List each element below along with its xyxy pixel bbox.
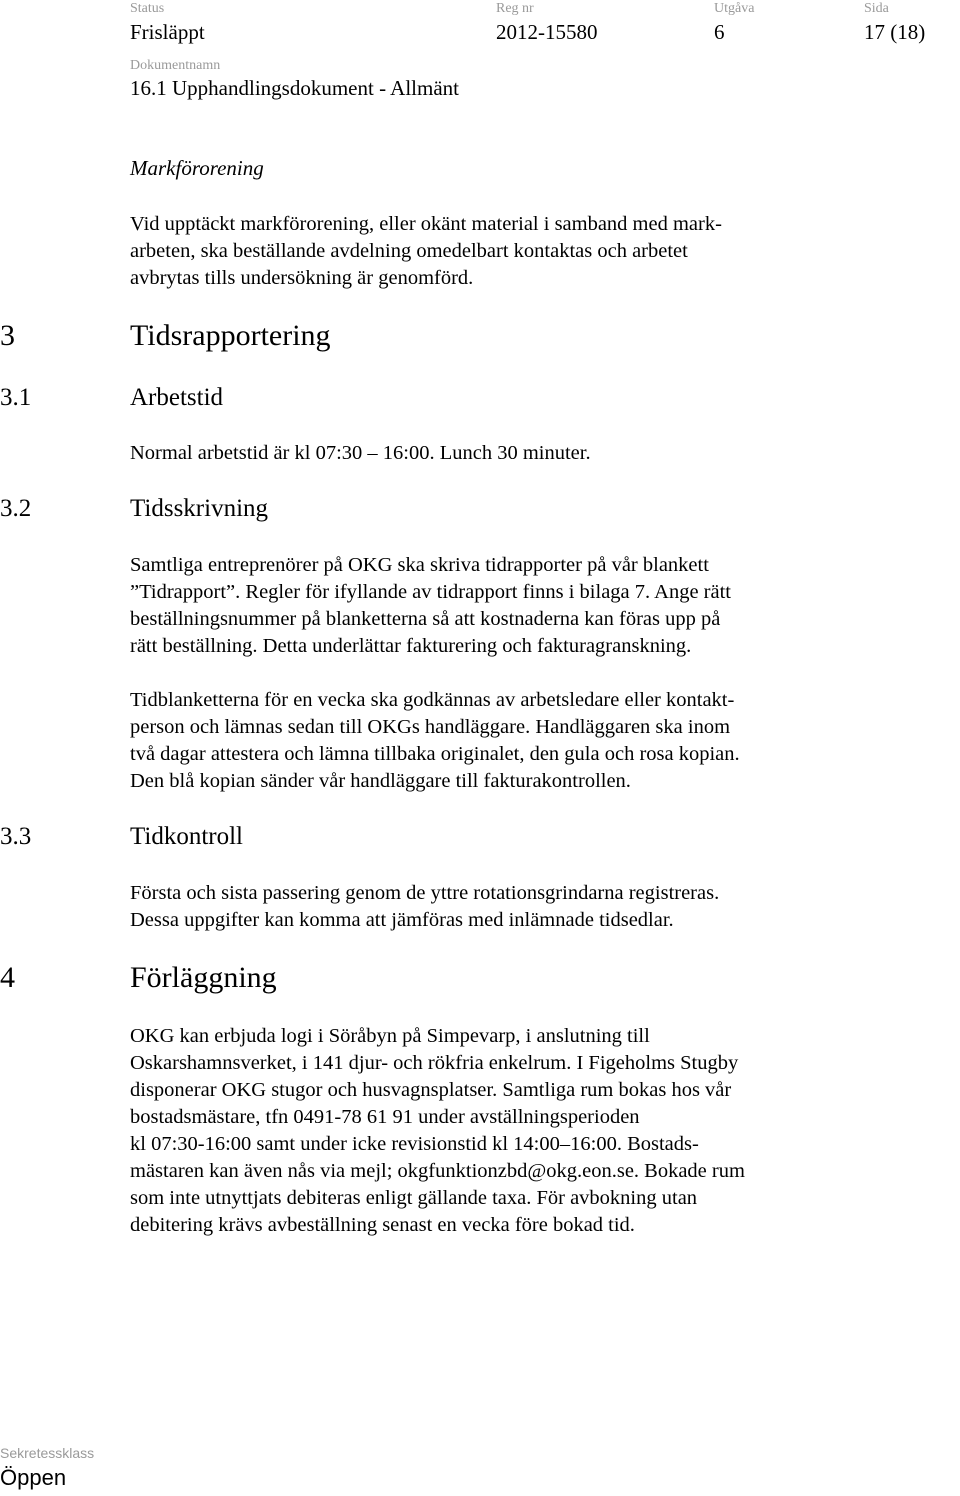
section-number: 3: [0, 319, 15, 352]
text-line: arbeten, ska beställande avdelning omedelbart kontaktas och arbetet: [130, 240, 688, 262]
text-line: disponerar OKG stugor och husvagnsplatser. Samtliga rum bokas hos vår: [130, 1079, 732, 1101]
status-value: Frisläppt: [130, 20, 205, 44]
text-line: debitering krävs avbeställning senast en vecka före bokad tid.: [130, 1214, 635, 1236]
sida-label: Sida: [864, 1, 889, 16]
text-line: OKG kan erbjuda logi i Söråbyn på Simpevarp, i anslutning till: [130, 1025, 650, 1047]
text-line: Tidblanketterna för en vecka ska godkännas av arbetsledare eller kontakt-: [130, 689, 735, 711]
section-number: 3.1: [0, 384, 32, 411]
sekretessklass-value: Öppen: [0, 1465, 67, 1490]
text-line: beställningsnummer på blanketterna så att kostnaderna kan föras upp på: [130, 608, 721, 630]
text-line: Oskarshamnsverket, i 141 djur- och rökfria enkelrum. I Figeholms Stugby: [130, 1052, 739, 1074]
text-line: ”Tidrapport”. Regler för ifyllande av tidrapport finns i bilaga 7. Ange rätt: [130, 581, 731, 603]
tidkontroll-paragraph: [130, 880, 719, 934]
text-line: bostadsmästare, tfn 0491-78 61 91 under avställningsperioden: [130, 1106, 640, 1128]
sekretessklass-label: Sekretessklass: [0, 1445, 95, 1461]
text-line: mästaren kan även nås via mejl; okgfunktionzbd@okg.eon.se. Bokade rum: [130, 1160, 745, 1182]
text-line: rätt beställning. Detta underlättar fakturering och fakturagranskning.: [130, 635, 692, 657]
section-title: Tidsrapportering: [130, 319, 331, 352]
arbetstid-paragraph: [130, 440, 591, 467]
text-line: Dessa uppgifter kan komma att jämföras med inlämnade tidsedlar.: [130, 909, 674, 931]
forlaggning-paragraph: [130, 1023, 745, 1239]
markfororening-paragraph: [130, 211, 722, 292]
text-line: Normal arbetstid är kl 07:30 – 16:00. Lunch 30 minuter.: [130, 442, 591, 464]
status-label: Status: [130, 1, 165, 16]
regnr-label: Reg nr: [496, 1, 534, 16]
tidsskrivning-paragraph-2: [130, 687, 740, 795]
tidsskrivning-paragraph-1: [130, 552, 731, 660]
text-line: kl 07:30-16:00 samt under icke revisionstid kl 14:00–16:00. Bostads-: [130, 1133, 699, 1155]
text-line: avbrytas tills undersökning är genomförd.: [130, 267, 474, 289]
section-number: 4: [0, 961, 15, 994]
section-title: Arbetstid: [130, 384, 224, 411]
docname-value: 16.1 Upphandlingsdokument - Allmänt: [130, 76, 459, 100]
utgava-label: Utgåva: [714, 1, 755, 16]
text-line: Första och sista passering genom de yttre rotationsgrindarna registreras.: [130, 882, 720, 904]
sida-value: 17 (18): [864, 20, 926, 44]
regnr-value: 2012-15580: [496, 20, 598, 44]
section-title: Förläggning: [130, 961, 277, 994]
utgava-value: 6: [714, 20, 725, 44]
markfororening-title: Markförorening: [130, 156, 264, 180]
text-line: två dagar attestera och lämna tillbaka originalet, den gula och rosa kopian.: [130, 743, 740, 765]
text-line: Vid upptäckt markförorening, eller okänt material i samband med mark-: [130, 213, 722, 235]
section-number: 3.3: [0, 823, 32, 850]
section-title: Tidkontroll: [130, 823, 244, 850]
text-line: Samtliga entreprenörer på OKG ska skriva tidrapporter på vår blankett: [130, 554, 709, 576]
text-line: Den blå kopian sänder vår handläggare till fakturakontrollen.: [130, 770, 631, 792]
docname-label: Dokumentnamn: [130, 58, 221, 73]
section-title: Tidsskrivning: [130, 495, 269, 522]
section-number: 3.2: [0, 495, 32, 522]
text-line: person och lämnas sedan till OKGs handläggare. Handläggaren ska inom: [130, 716, 731, 738]
text-line: som inte utnyttjats debiteras enligt gällande taxa. För avbokning utan: [130, 1187, 698, 1209]
